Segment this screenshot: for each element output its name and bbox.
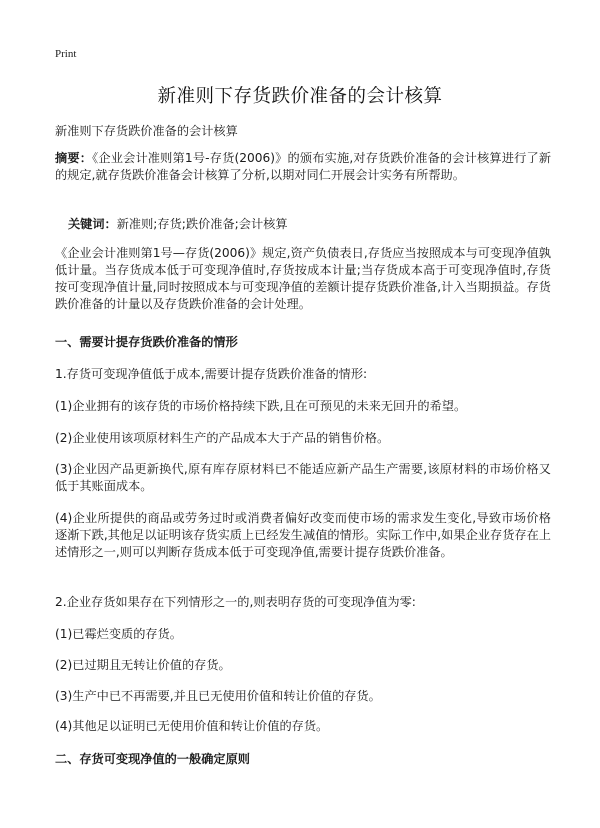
item-2-2: (2)已过期且无转让价值的存货。 — [55, 658, 231, 672]
page-title: 新准则下存货跌价准备的会计核算 — [157, 86, 443, 107]
abstract-paragraph — [55, 150, 551, 184]
intro-paragraph: 《企业会计准则第1号—存货(2006)》规定,资产负债表日,存货应当按照成本与可变现净值孰低计量。当存货成本低于可变现净值时,存货按成本计量;当存货成本高于可变现净值时,存货按可变现净值计量,同时按照成本与可变现净值的差额计提存货跌价准备,计入当期损益。存货跌价准备的计量以及存货跌价准备的会计处理。 — [55, 246, 551, 311]
item-2-intro: 2.企业存货如果存在下列情形之一的,则表明存货的可变现净值为零: — [55, 595, 416, 609]
abstract-label: 摘要： — [55, 151, 93, 165]
item-2-1: (1)已霉烂变质的存货。 — [55, 627, 182, 641]
item-1-intro: 1.存货可变现净值低于成本,需要计提存货跌价准备的情形: — [55, 367, 368, 381]
keywords-line — [68, 216, 564, 233]
item-2-4: (4)其他足以证明已无使用价值和转让价值的存货。 — [55, 719, 329, 733]
item-2-3: (3)生产中已不再需要,并且已无使用价值和转让价值的存货。 — [55, 689, 381, 703]
item-1-1: (1)企业拥有的该存货的市场价格持续下跌,且在可预见的未来无回升的希望。 — [55, 399, 467, 413]
section-2-heading: 二、存货可变现净值的一般确定原则 — [55, 752, 250, 766]
section-1-heading: 一、需要计提存货跌价准备的情形 — [55, 335, 238, 349]
abstract-text: 《企业会计准则第1号-存货(2006)》的颁布实施,对存货跌价准备的会计核算进行了新的规定,就存货跌价准备会计核算了分析,以期对同仁开展会计实务有所帮助。 — [55, 151, 552, 182]
item-1-2: (2)企业使用该项原材料生产的产品成本大于产品的销售价格。 — [55, 431, 390, 445]
item-1-3: (3)企业因产品更新换代,原有库存原材料已不能适应新产品生产需要,该原材料的市场价格又低于其账面成本。 — [55, 462, 551, 493]
print-label: Print — [55, 48, 77, 60]
document-subtitle: 新准则下存货跌价准备的会计核算 — [55, 124, 238, 138]
keywords-text: 新准则;存货;跌价准备;会计核算 — [116, 217, 288, 231]
keywords-label: 关键词： — [68, 217, 117, 231]
item-1-4: (4)企业所提供的商品或劳务过时或消费者偏好改变而使市场的需求发生变化,导致市场价格逐渐下跌,其他足以证明该存货实质上已经发生减值的情形。实际工作中,如果企业存货存在上述情形之一,则可以判断存货成本低于可变现净值,需要计提存货跌价准备。 — [55, 511, 551, 559]
